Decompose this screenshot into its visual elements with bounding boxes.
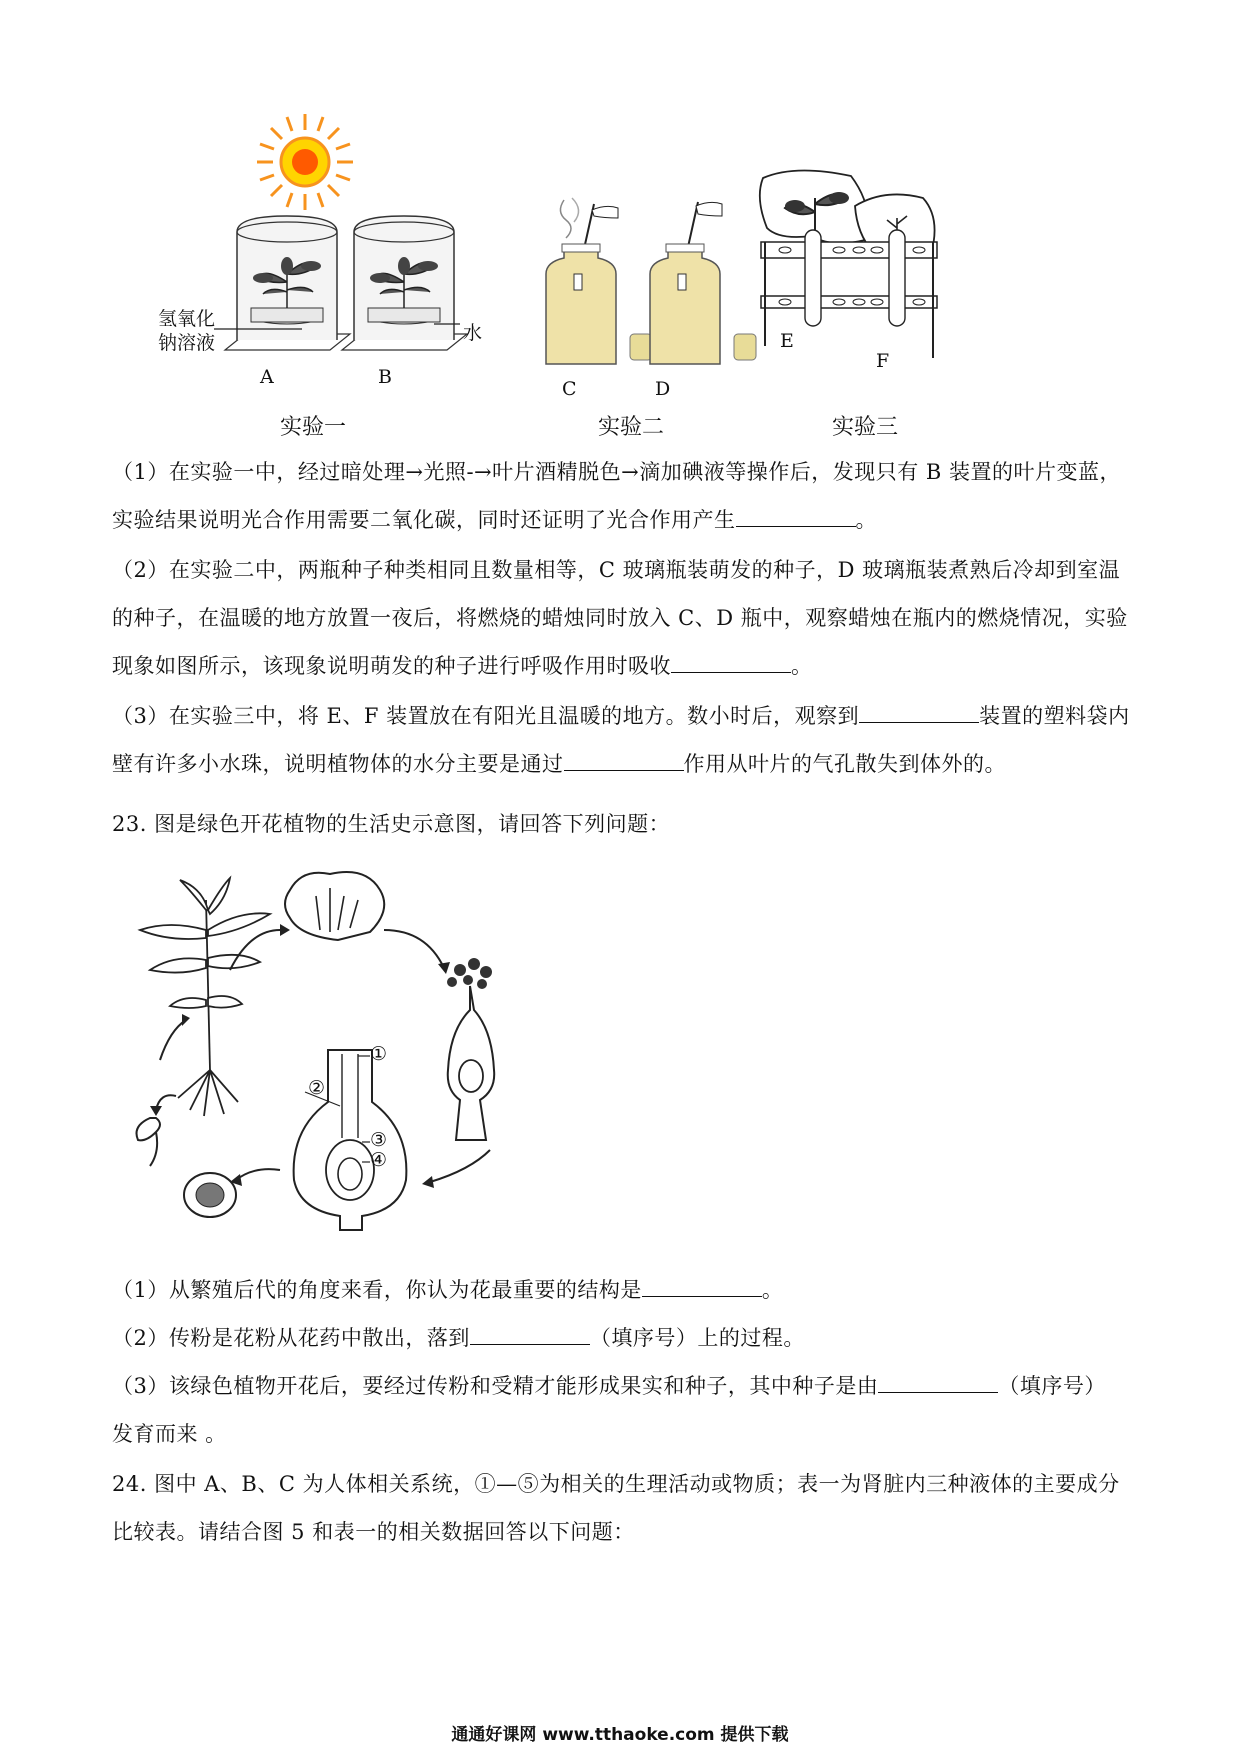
q22-part1-line1: （1）在实验一中，经过暗处理→光照-→叶片酒精脱色→滴加碘液等操作后，发现只有 B 装置的叶片变蓝， [112,460,1122,484]
answer-blank[interactable] [642,1278,762,1297]
label-c: C [562,378,577,400]
q22-part1-end: 。 [855,508,877,532]
answer-blank[interactable] [736,508,856,527]
q23-part1-text: （1）从繁殖后代的角度来看，你认为花最重要的结构是 [112,1278,642,1302]
q23-part2 [112,1314,1132,1362]
q23-part3-fill-hint: （填序号） [998,1374,1106,1398]
q23-part1 [112,1266,1132,1314]
q24 [112,1460,1132,1556]
sun-icon [255,112,355,212]
answer-blank[interactable] [671,654,791,673]
q22-part1-line2: 实验结果说明光合作用需要二氧化碳，同时还证明了光合作用产生 [112,508,736,532]
q23-part3-text: （3）该绿色植物开花后，要经过传粉和受精才能形成果实和种子，其中种子是由 [112,1374,879,1398]
naoh-label-line1: 氢氧化 [158,308,216,330]
q24-line2: 比较表。请结合图 5 和表一的相关数据回答以下问题： [112,1520,635,1544]
q22-part2-line2: 的种子，在温暖的地方放置一夜后，将燃烧的蜡烛同时放入 C、D 瓶中，观察蜡烛在瓶内的燃烧情况，实验 [112,606,1128,630]
bottle-c [536,194,656,364]
caption-experiment-2: 实验二 [598,415,665,440]
label-circled-2: ② [308,1077,326,1099]
q23-part2-end: （填序号）上的过程。 [589,1326,805,1350]
q22-part2-end: 。 [791,654,813,678]
q22-part3-line1: （3）在实验三中，将 E、F 装置放在有阳光且温暖的地方。数小时后，观察到 [112,704,860,728]
footer-credit: 通通好课网 www.tthaoke.com 提供下载 [451,1725,789,1745]
naoh-pointer-line [214,324,304,334]
label-circled-3: ③ [370,1129,388,1151]
bell-jar-b [342,212,472,362]
water-label: 水 [463,322,483,344]
label-a: A [260,366,274,388]
label-f: F [876,350,890,372]
q23-title: 23. 图是绿色开花植物的生活史示意图，请回答下列问题： [112,812,671,836]
q23-part3 [112,1362,1132,1458]
q22-part3-line1-end: 装置的塑料袋内 [979,704,1130,728]
q23-part3-line2: 发育而来 。 [112,1422,227,1446]
q22-part2-line1: （2）在实验二中，两瓶种子种类相同且数量相等，C 玻璃瓶装萌发的种子，D 玻璃瓶装煮熟后冷却到室温 [112,558,1121,582]
caption-experiment-1: 实验一 [280,415,347,440]
q23-part2-text: （2）传粉是花粉从花药中散出，落到 [112,1326,470,1350]
answer-blank[interactable] [859,704,979,723]
caption-experiment-3: 实验三 [832,415,899,440]
q22-part3-line2: 壁有许多小水珠，说明植物体的水分主要是通过 [112,752,564,776]
q22-part2 [112,546,1132,690]
bottle-d [640,194,760,364]
q23-part1-end: 。 [761,1278,784,1302]
label-circled-1: ① [370,1043,388,1065]
life-cycle-diagram [130,870,590,1230]
q22-part3-line2-end: 作用从叶片的气孔散失到体外的。 [683,752,1006,776]
label-circled-4: ④ [370,1149,388,1171]
q24-line1: 24. 图中 A、B、C 为人体相关系统，①—⑤为相关的生理活动或物质；表一为肾脏内三种液体的主要成分 [112,1472,1120,1496]
answer-blank[interactable] [470,1326,590,1345]
q22-part1 [112,448,1132,544]
answer-blank[interactable] [878,1374,998,1393]
q22-part3 [112,692,1132,788]
label-b: B [378,366,392,388]
label-d: D [655,378,671,400]
q22-part2-line3: 现象如图所示，该现象说明萌发的种子进行呼吸作用时吸收 [112,654,671,678]
bell-jar-a [225,212,355,362]
naoh-label-line2: 钠溶液 [158,332,216,354]
label-e: E [780,330,794,352]
answer-blank[interactable] [564,752,684,771]
